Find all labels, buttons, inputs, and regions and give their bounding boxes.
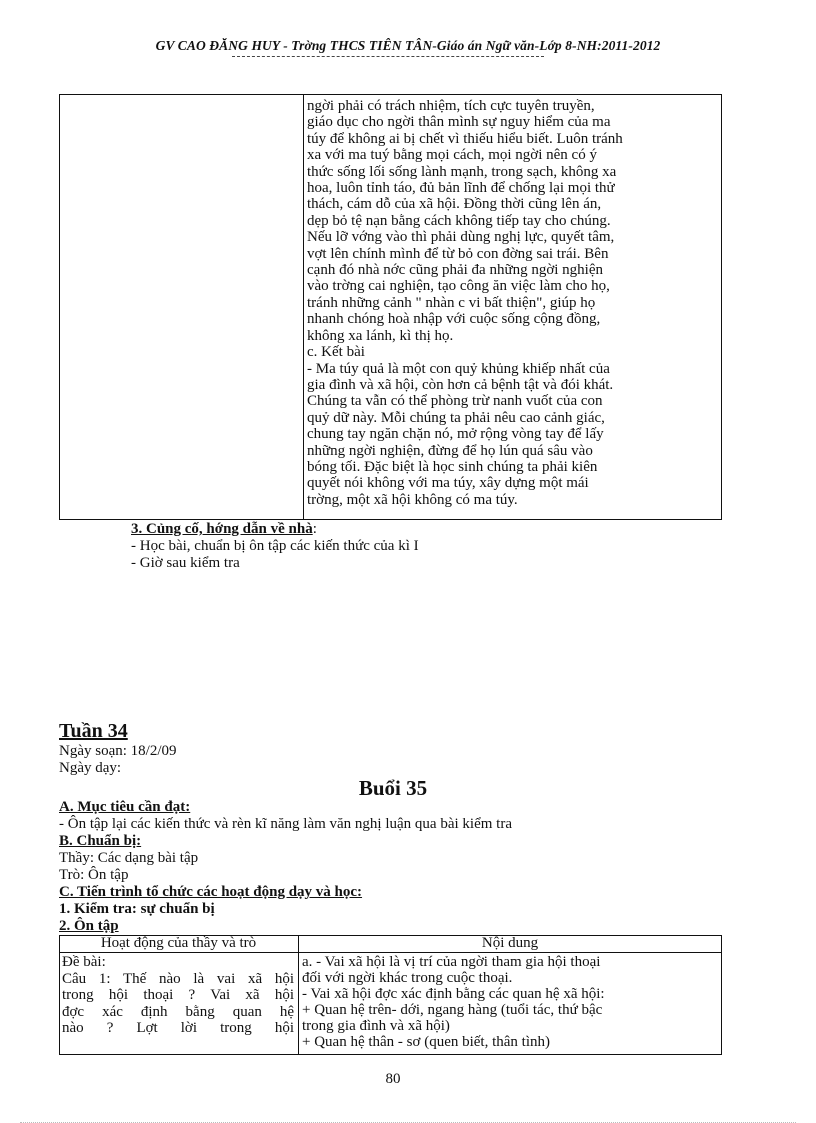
table-header-content: Nội dung	[481, 935, 539, 951]
consolidation-section	[131, 521, 419, 572]
table-column-divider	[298, 935, 299, 1055]
text-line: túy để không ai bị chết vì thiếu hiểu biết. Luôn tránh	[307, 130, 623, 147]
text-line: + Quan hệ trên- dới, ngang hàng (tuổi tác, thứ bậc	[302, 1002, 603, 1018]
table-header-divider	[59, 952, 722, 953]
teach-date: Ngày dạy:	[59, 760, 122, 776]
section-c-heading: C. Tiến trình tổ chức các hoạt động dạy và học:	[59, 884, 363, 900]
text-line: c. Kết bài	[307, 344, 365, 361]
table-left-cell	[62, 954, 294, 1037]
text-line: dẹp bỏ tệ nạn bằng cách không tiếp tay cho chúng.	[307, 212, 611, 229]
text-line: - Vai xã hội đợc xác định bằng các quan hệ xã hội:	[302, 986, 605, 1002]
text-line: Câu 1: Thế nào là vai xã hội	[62, 970, 294, 987]
text-line: a. - Vai xã hội là vị trí của ngời tham gia hội thoại	[302, 954, 601, 970]
step-2: 2. Ôn tập	[59, 918, 119, 934]
step-1: 1. Kiểm tra: sự chuẩn bị	[59, 901, 215, 917]
text-line: tránh những cảnh " nhàn c vi bất thiện", giúp họ	[307, 294, 596, 311]
text-line: gia đình và xã hội, còn hơn cả bệnh tật và đói khát.	[307, 376, 614, 393]
text-line: những ngời nghiện, đừng để họ lún quá sâu vào	[307, 442, 593, 459]
text-line: nào ? Lợt lời trong hội	[62, 1020, 294, 1036]
text-line: bóng tối. Đặc biệt là học sinh chúng ta phải kiên	[307, 458, 598, 475]
table-header-activity: Hoạt động của thầy và trò	[100, 935, 257, 951]
text-line: vợt lên chính mình để từ bỏ con đờng sai trái. Bên	[307, 245, 609, 262]
section-a-text: - Ôn tập lại các kiến thức và rèn kĩ năng làm văn nghị luận qua bài kiểm tra	[59, 816, 512, 832]
section-b-heading: B. Chuẩn bị:	[59, 833, 142, 849]
text-line: vào trờng cai nghiện, tạo công ăn việc làm cho họ,	[307, 278, 610, 295]
text-line: thách, cám dỗ của xã hội. Đồng thời cũng lên án,	[307, 196, 602, 213]
table-right-cell	[302, 954, 720, 1050]
week-title: Tuần 34	[59, 720, 128, 742]
text-line: đối với ngời khác trong cuộc thoại.	[302, 970, 513, 986]
session-title: Buổi 35	[358, 776, 428, 800]
text-line: - Ma túy quả là một con quỷ khủng khiếp nhất của	[307, 360, 610, 377]
header-divider	[232, 56, 544, 57]
text-line: Nếu lỡ vớng vào thì phải dùng nghị lực, quyết tâm,	[307, 229, 615, 246]
text-line: Chúng ta vẫn có thể phòng trừ nanh vuốt của con	[307, 393, 603, 410]
heading-colon: :	[312, 521, 317, 537]
teacher-prep: Thầy: Các dạng bài tập	[59, 850, 199, 866]
text-line: quyết nói không với ma túy, xây dựng một mái	[307, 475, 589, 492]
text-line: giáo dục cho ngời thân mình sự nguy hiểm của ma	[307, 114, 611, 131]
table-right-cell	[307, 98, 717, 508]
page-number: 80	[385, 1071, 401, 1087]
section-a-heading: A. Mục tiêu cần đạt:	[59, 799, 191, 815]
table-column-divider	[303, 94, 304, 520]
text-line: trờng, một xã hội không có ma túy.	[307, 491, 518, 508]
text-line: nhanh chóng hoà nhập với cuộc sống cộng đồng,	[307, 311, 601, 328]
student-prep: Trò: Ôn tập	[59, 867, 129, 883]
text-line: không xa lánh, kì thị họ.	[307, 327, 454, 344]
consolidation-heading: 3. Củng cố, hớng dẫn về nhà	[131, 521, 313, 537]
text-line: quỷ dữ này. Mỗi chúng ta phải nêu cao cảnh giác,	[307, 409, 605, 426]
prep-date: Ngày soạn: 18/2/09	[59, 743, 177, 759]
text-line: thức sống lối sống lành mạnh, trong sạch, không xa	[307, 163, 617, 180]
consolidation-item: - Giờ sau kiểm tra	[131, 555, 240, 571]
text-line: Đề bài:	[62, 954, 106, 970]
text-line: + Quan hệ thân - sơ (quen biết, thân tình)	[302, 1034, 550, 1050]
text-line: cạnh đó nhà nớc cũng phải đa những ngời nghiện	[307, 262, 604, 279]
page-header: GV CAO ĐĂNG HUY - Trờng THCS TIÊN TÂN-Giáo án Ngữ văn-Lớp 8-NH:2011-2012	[155, 38, 661, 53]
text-line: xa với ma tuý bằng mọi cách, mọi ngời nên có ý	[307, 147, 597, 164]
text-line: đợc xác định bằng quan hệ	[62, 1003, 294, 1020]
text-line: ngời phải có trách nhiệm, tích cực tuyên truyền,	[307, 98, 595, 114]
text-line: trong hội thoại ? Vai xã hội	[62, 987, 294, 1003]
text-line: trong gia đình và xã hội)	[302, 1018, 450, 1034]
consolidation-item: - Học bài, chuẩn bị ôn tập các kiến thức của kì I	[131, 538, 419, 554]
text-line: hoa, luôn tỉnh táo, đủ bản lĩnh để chống lại mọi thử	[307, 180, 615, 197]
text-line: chung tay ngăn chặn nó, mở rộng vòng tay để lấy	[307, 426, 604, 443]
